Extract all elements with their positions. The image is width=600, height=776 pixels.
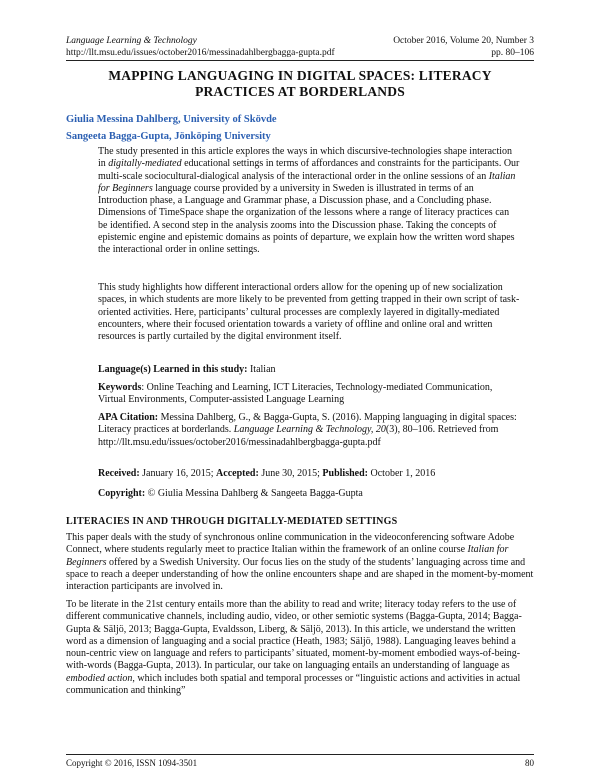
dates-line: Received: January 16, 2015; Accepted: June 30, 2015; Published: October 1, 2016 — [98, 468, 436, 479]
title-line-2: PRACTICES AT BORDERLANDS — [195, 84, 405, 99]
journal-name: Language Learning & Technology — [66, 36, 197, 46]
footer-rule — [66, 754, 534, 755]
abstract-paragraph-2: This study highlights how different interactional orders allow for the opening up of new socialization spaces, in which students are more likely to be prevented from getting trapped in their own script of task-oriented activities. Here, participants’ cultural processes are complexly layered in digitally-mediated encounters, where their focused orientation towards a variety of offline and online oral and written resources is partly curtailed by the digital environment itself. — [98, 282, 520, 343]
body-paragraph-2: To be literate in the 21st century entails more than the ability to read and write; literacy today refers to the use of different communicative channels, including audio, video, or other semiotic systems (Bagga-Gupta, 2014; Bagga-Gupta & Säljö, 2013; Bagga-Gupta, Evaldsson, Liberg, & Säljö, 2013). In this article, we understand the written word as a dimension of languaging and a social practice (Heath, 1983; Säljö, 1988). Languaging leaves behind a noun-centric view on language and refers to participants’ situated, moment-by-moment embodied ways-of-being-with-words (Bagga-Gupta, 2013). In particular, our take on languaging entails an understanding of language as embodied action, which includes both spatial and temporal processes or “linguistic actions and activities in actual communication and thinking” — [66, 599, 522, 697]
section-heading: LITERACIES IN AND THROUGH DIGITALLY-MEDIATED SETTINGS — [66, 516, 398, 527]
copyright-line: Copyright: © Giulia Messina Dahlberg & Sangeeta Bagga-Gupta — [98, 488, 363, 499]
author-2[interactable]: Sangeeta Bagga-Gupta, Jönköping University — [66, 131, 271, 142]
issue-info: October 2016, Volume 20, Number 3 — [393, 36, 534, 46]
page-range: pp. 80–106 — [491, 48, 534, 58]
header-rule — [66, 60, 534, 61]
body-paragraph-1: This paper deals with the study of synchronous online communication in the videoconferencing software Adobe Connect, where students regularly meet to practice Italian within the framework of an online course Italian for Beginners offered by a Swedish University. Our focus lies on the study of the students’ languaging across time and space to reach a deeper understanding of how the online encounters shape and are shaped in the moment-by-moment interaction participants are involved in. — [66, 532, 534, 593]
page-number: 80 — [525, 758, 534, 768]
footer-copyright: Copyright © 2016, ISSN 1094-3501 — [66, 758, 198, 768]
article-title — [80, 68, 520, 100]
languages-line: Language(s) Learned in this study: Italian — [98, 364, 276, 375]
article-url[interactable]: http://llt.msu.edu/issues/october2016/messinadahlbergbagga-gupta.pdf — [66, 48, 335, 58]
abstract-2 — [98, 282, 520, 343]
abstract — [98, 146, 520, 257]
title-line-1: MAPPING LANGUAGING IN DIGITAL SPACES: LITERACY — [108, 68, 492, 83]
abstract-paragraph-1: The study presented in this article explores the ways in which discursive-technologies shape interaction in digitally-mediated educational settings in terms of affordances and constraints for the participants. Our multi-scale sociocultural-dialogical analysis of the interactional order in the online sessions of an Italian for Beginners language course provided by a university in Sweden is illustrated in terms of an Introduction phase, a Language and Grammar phase, a Discussion phase, and a Concluding phase. Dimensions of TimeSpace shape the organization of the lessons where a range of literacy practices can be identified. A second step in the analysis zooms into the Discussion phase. Taking the concepts of epistemic engine and epistemic domains as points of departure, we explain how the written word shapes the interactional order in online settings. — [98, 146, 520, 256]
author-1[interactable]: Giulia Messina Dahlberg, University of Skövde — [66, 114, 277, 125]
keywords: Keywords: Online Teaching and Learning, ICT Literacies, Technology-mediated Communication, Virtual Environments, Computer-assisted Language Learning — [98, 382, 493, 406]
apa-citation: APA Citation: Messina Dahlberg, G., & Bagga-Gupta, S. (2016). Mapping languaging in digital spaces: Literacy practices at borderlands. Language Learning & Technology, 20(3), 80–106. Retrieved from http://llt.msu.edu/issues/october2016/messinadahlbergbagga-gupta.pdf — [98, 412, 517, 448]
